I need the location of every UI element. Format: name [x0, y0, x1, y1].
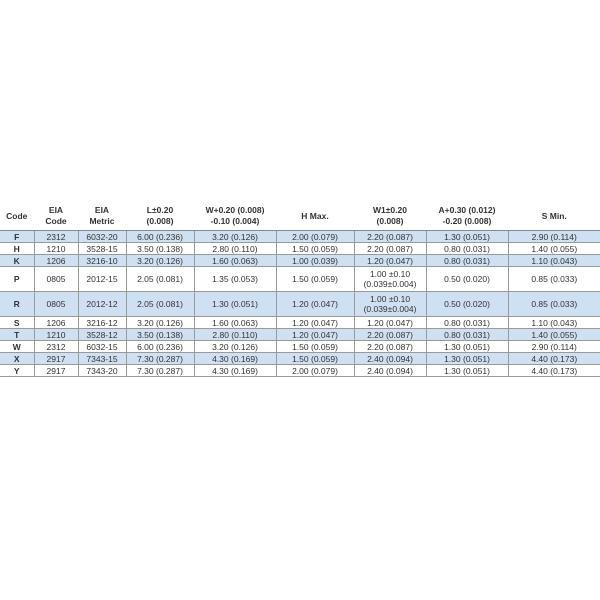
table-cell: 3.20 (0.126)	[126, 317, 194, 329]
table-cell: 1.50 (0.059)	[276, 243, 354, 255]
table-cell: 1.30 (0.051)	[426, 365, 508, 377]
column-header	[0, 202, 34, 231]
column-header	[426, 202, 508, 231]
table-cell: 3528-12	[78, 329, 126, 341]
column-header-line: (0.008)	[376, 216, 404, 226]
table-cell: 1.30 (0.051)	[426, 231, 508, 243]
column-header-line: Code	[45, 216, 67, 226]
table-cell: 1.20 (0.047)	[276, 329, 354, 341]
table-row	[0, 231, 600, 243]
table-cell: 1206	[34, 317, 78, 329]
column-header	[34, 202, 78, 231]
table-cell: 0.50 (0.020)	[426, 267, 508, 292]
case-code-cell: X	[0, 353, 34, 365]
table-cell: 4.30 (0.169)	[194, 365, 276, 377]
column-header-line: W+0.20 (0.008)	[205, 205, 265, 215]
table-cell: 1.20 (0.047)	[354, 317, 426, 329]
table-cell: 1.60 (0.063)	[194, 317, 276, 329]
case-code-cell: F	[0, 231, 34, 243]
table-cell-line: (0.039±0.004)	[363, 279, 417, 289]
table-cell: 1.30 (0.051)	[426, 341, 508, 353]
table-cell: 4.40 (0.173)	[508, 353, 600, 365]
column-header-line: -0.10 (0.004)	[210, 216, 260, 226]
table-cell: 0.80 (0.031)	[426, 243, 508, 255]
column-header-line: L±0.20	[146, 205, 174, 215]
table-cell: 3.20 (0.126)	[194, 231, 276, 243]
table-cell: 2.20 (0.087)	[354, 329, 426, 341]
table-cell: 1.50 (0.059)	[276, 341, 354, 353]
column-header-line: (0.008)	[146, 216, 174, 226]
column-header	[276, 202, 354, 231]
table-cell: 1.30 (0.051)	[426, 353, 508, 365]
table-cell: 2.05 (0.081)	[126, 267, 194, 292]
table-cell: 2.80 (0.110)	[194, 243, 276, 255]
column-header-line: EIA	[48, 205, 64, 215]
table-cell: 0.50 (0.020)	[426, 292, 508, 317]
table-cell: 4.30 (0.169)	[194, 353, 276, 365]
column-header	[78, 202, 126, 231]
column-header-line: Code	[6, 210, 28, 221]
table-cell: 2.05 (0.081)	[126, 292, 194, 317]
table-cell: 1.40 (0.055)	[508, 329, 600, 341]
column-header-line: A+0.30 (0.012)	[438, 205, 496, 215]
table-cell: 7343-15	[78, 353, 126, 365]
table-cell	[354, 292, 426, 317]
table-row	[0, 341, 600, 353]
header-row	[0, 202, 600, 231]
table-row	[0, 329, 600, 341]
column-header-line: Metric	[89, 216, 115, 226]
column-header-line: -0.20 (0.008)	[442, 216, 492, 226]
table-cell: 2.20 (0.087)	[354, 243, 426, 255]
dimensions-table	[0, 202, 600, 377]
table-cell: 3.20 (0.126)	[126, 255, 194, 267]
column-header	[194, 202, 276, 231]
table-cell: 1.50 (0.059)	[276, 267, 354, 292]
case-code-cell: K	[0, 255, 34, 267]
table-row	[0, 292, 600, 317]
table-row	[0, 365, 600, 377]
table-cell: 3.20 (0.126)	[194, 341, 276, 353]
table-cell	[354, 267, 426, 292]
table-cell: 2.20 (0.087)	[354, 341, 426, 353]
table-cell: 1206	[34, 255, 78, 267]
table-cell: 1.00 (0.039)	[276, 255, 354, 267]
column-header-line: H Max.	[301, 210, 329, 221]
table-row	[0, 353, 600, 365]
case-code-cell: T	[0, 329, 34, 341]
table-cell: 2.00 (0.079)	[276, 231, 354, 243]
table-row	[0, 255, 600, 267]
table-cell: 1.10 (0.043)	[508, 255, 600, 267]
table-body	[0, 231, 600, 377]
table-cell: 2312	[34, 341, 78, 353]
table-cell: 2.90 (0.114)	[508, 231, 600, 243]
table-cell: 0.80 (0.031)	[426, 329, 508, 341]
case-code-cell: S	[0, 317, 34, 329]
table-cell: 1.20 (0.047)	[276, 292, 354, 317]
table-cell: 7343-20	[78, 365, 126, 377]
column-header-line: S Min.	[541, 210, 567, 221]
table-cell: 1.50 (0.059)	[276, 353, 354, 365]
table-cell: 6032-15	[78, 341, 126, 353]
table-cell: 1.35 (0.053)	[194, 267, 276, 292]
column-header	[508, 202, 600, 231]
table-cell-line: (0.039±0.004)	[363, 304, 417, 314]
table-cell: 2917	[34, 353, 78, 365]
table-cell: 1210	[34, 329, 78, 341]
table-cell: 3.50 (0.138)	[126, 243, 194, 255]
table-cell: 2.90 (0.114)	[508, 341, 600, 353]
table-cell: 3216-12	[78, 317, 126, 329]
column-header	[126, 202, 194, 231]
case-code-cell: H	[0, 243, 34, 255]
table-cell: 6.00 (0.236)	[126, 341, 194, 353]
table-cell: 2917	[34, 365, 78, 377]
table-row	[0, 267, 600, 292]
table-cell: 0.85 (0.033)	[508, 292, 600, 317]
column-header-line: W1±0.20	[373, 205, 407, 215]
table-cell: 2.00 (0.079)	[276, 365, 354, 377]
table-cell-line: 1.00 ±0.10	[369, 294, 411, 304]
table-cell: 7.30 (0.287)	[126, 353, 194, 365]
table-cell: 0.80 (0.031)	[426, 317, 508, 329]
table-cell: 2012-15	[78, 267, 126, 292]
table-cell: 0805	[34, 292, 78, 317]
table-cell: 2.40 (0.094)	[354, 353, 426, 365]
table-cell: 2312	[34, 231, 78, 243]
table-cell: 0.80 (0.031)	[426, 255, 508, 267]
table-cell: 2.20 (0.087)	[354, 231, 426, 243]
table-cell: 1.40 (0.055)	[508, 243, 600, 255]
table-cell: 3528-15	[78, 243, 126, 255]
table-cell: 7.30 (0.287)	[126, 365, 194, 377]
table-cell: 1.20 (0.047)	[354, 255, 426, 267]
table-cell: 2.40 (0.094)	[354, 365, 426, 377]
table-cell: 6032-20	[78, 231, 126, 243]
table-cell: 2012-12	[78, 292, 126, 317]
table-cell: 3216-10	[78, 255, 126, 267]
table-cell: 1.60 (0.063)	[194, 255, 276, 267]
table-cell: 0.85 (0.033)	[508, 267, 600, 292]
table-cell: 1210	[34, 243, 78, 255]
dimensions-table-container	[0, 202, 600, 377]
table-cell: 6.00 (0.236)	[126, 231, 194, 243]
case-code-cell: R	[0, 292, 34, 317]
table-cell: 1.20 (0.047)	[276, 317, 354, 329]
column-header	[354, 202, 426, 231]
case-code-cell: P	[0, 267, 34, 292]
case-code-cell: Y	[0, 365, 34, 377]
table-cell: 3.50 (0.138)	[126, 329, 194, 341]
table-cell-line: 1.00 ±0.10	[369, 269, 411, 279]
case-code-cell: W	[0, 341, 34, 353]
table-row	[0, 317, 600, 329]
table-cell: 1.10 (0.043)	[508, 317, 600, 329]
table-row	[0, 243, 600, 255]
column-header-line: EIA	[94, 205, 110, 215]
table-cell: 4.40 (0.173)	[508, 365, 600, 377]
table-cell: 1.30 (0.051)	[194, 292, 276, 317]
table-cell: 0805	[34, 267, 78, 292]
table-cell: 2.80 (0.110)	[194, 329, 276, 341]
